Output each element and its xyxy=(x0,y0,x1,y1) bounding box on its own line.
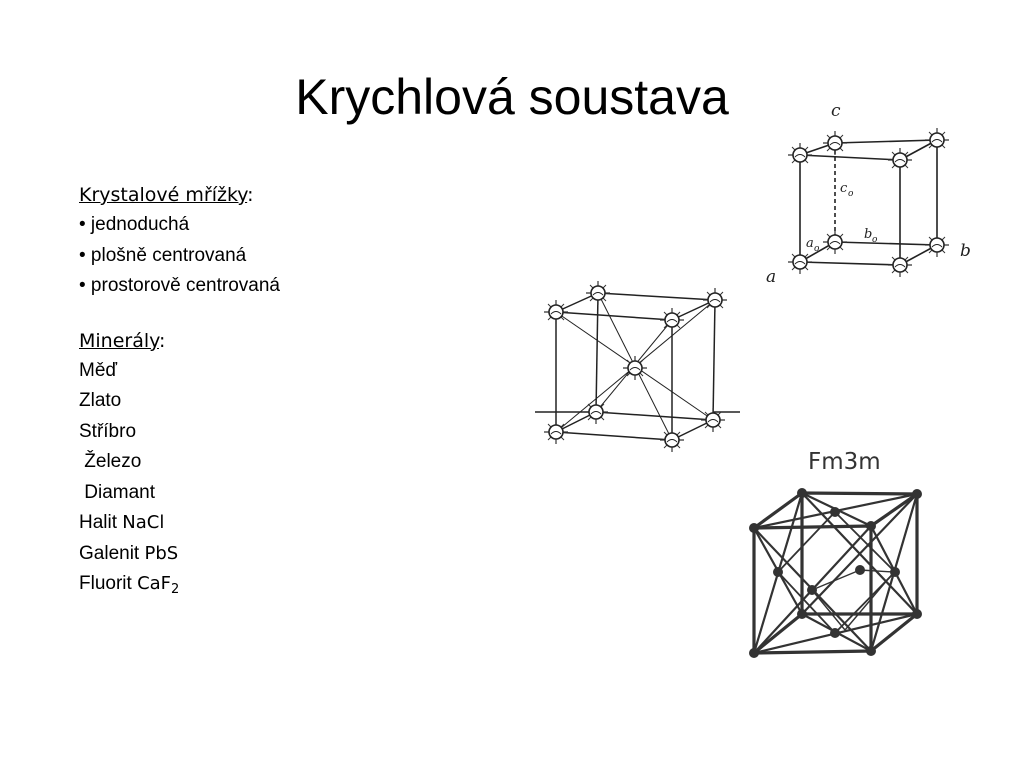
axis-label-b0-sub: o xyxy=(872,235,878,245)
mineral-name: Fluorit xyxy=(79,573,138,594)
mineral-formula-subscript: 2 xyxy=(171,582,180,597)
mineral-name: Měď xyxy=(79,359,118,381)
mineral-name: Zlato xyxy=(79,390,122,411)
mineral-formula: NaCl xyxy=(122,512,165,533)
mineral-formula-base: CaF xyxy=(137,573,172,594)
axis-label-b: b xyxy=(960,241,971,261)
minerals-heading-colon: : xyxy=(159,329,166,352)
lattices-heading-colon: : xyxy=(247,184,254,206)
axis-label-a: a xyxy=(766,267,777,287)
mineral-name: Galenit xyxy=(79,542,145,564)
mineral-name: Stříbro xyxy=(79,420,137,442)
axis-label-a0: a xyxy=(806,236,814,251)
lattice-item: • plošně centrovaná xyxy=(79,244,247,266)
mineral-name: Diamant xyxy=(79,481,156,503)
axis-label-c0-sub: o xyxy=(848,189,854,199)
axis-label-a0-sub: o xyxy=(814,244,820,254)
simple-cubic-diagram xyxy=(800,140,937,265)
mineral-formula: PbS xyxy=(144,542,179,564)
axis-label-b0: b xyxy=(864,227,873,242)
lattices-heading-text: Krystalové mřížky xyxy=(79,184,248,206)
minerals-heading-text: Minerály xyxy=(79,329,159,352)
slide-title: Krychlová soustava xyxy=(295,69,729,125)
axis-label-c: c xyxy=(831,101,841,121)
mineral-name: Halit xyxy=(79,512,123,533)
mineral-name: Železo xyxy=(79,451,142,472)
lattice-item: • prostorově centrovaná xyxy=(79,275,280,296)
axis-label-c0: c xyxy=(840,181,848,196)
fcc-space-group-label: Fm3m xyxy=(808,449,881,475)
lattice-item: • jednoduchá xyxy=(79,214,190,235)
